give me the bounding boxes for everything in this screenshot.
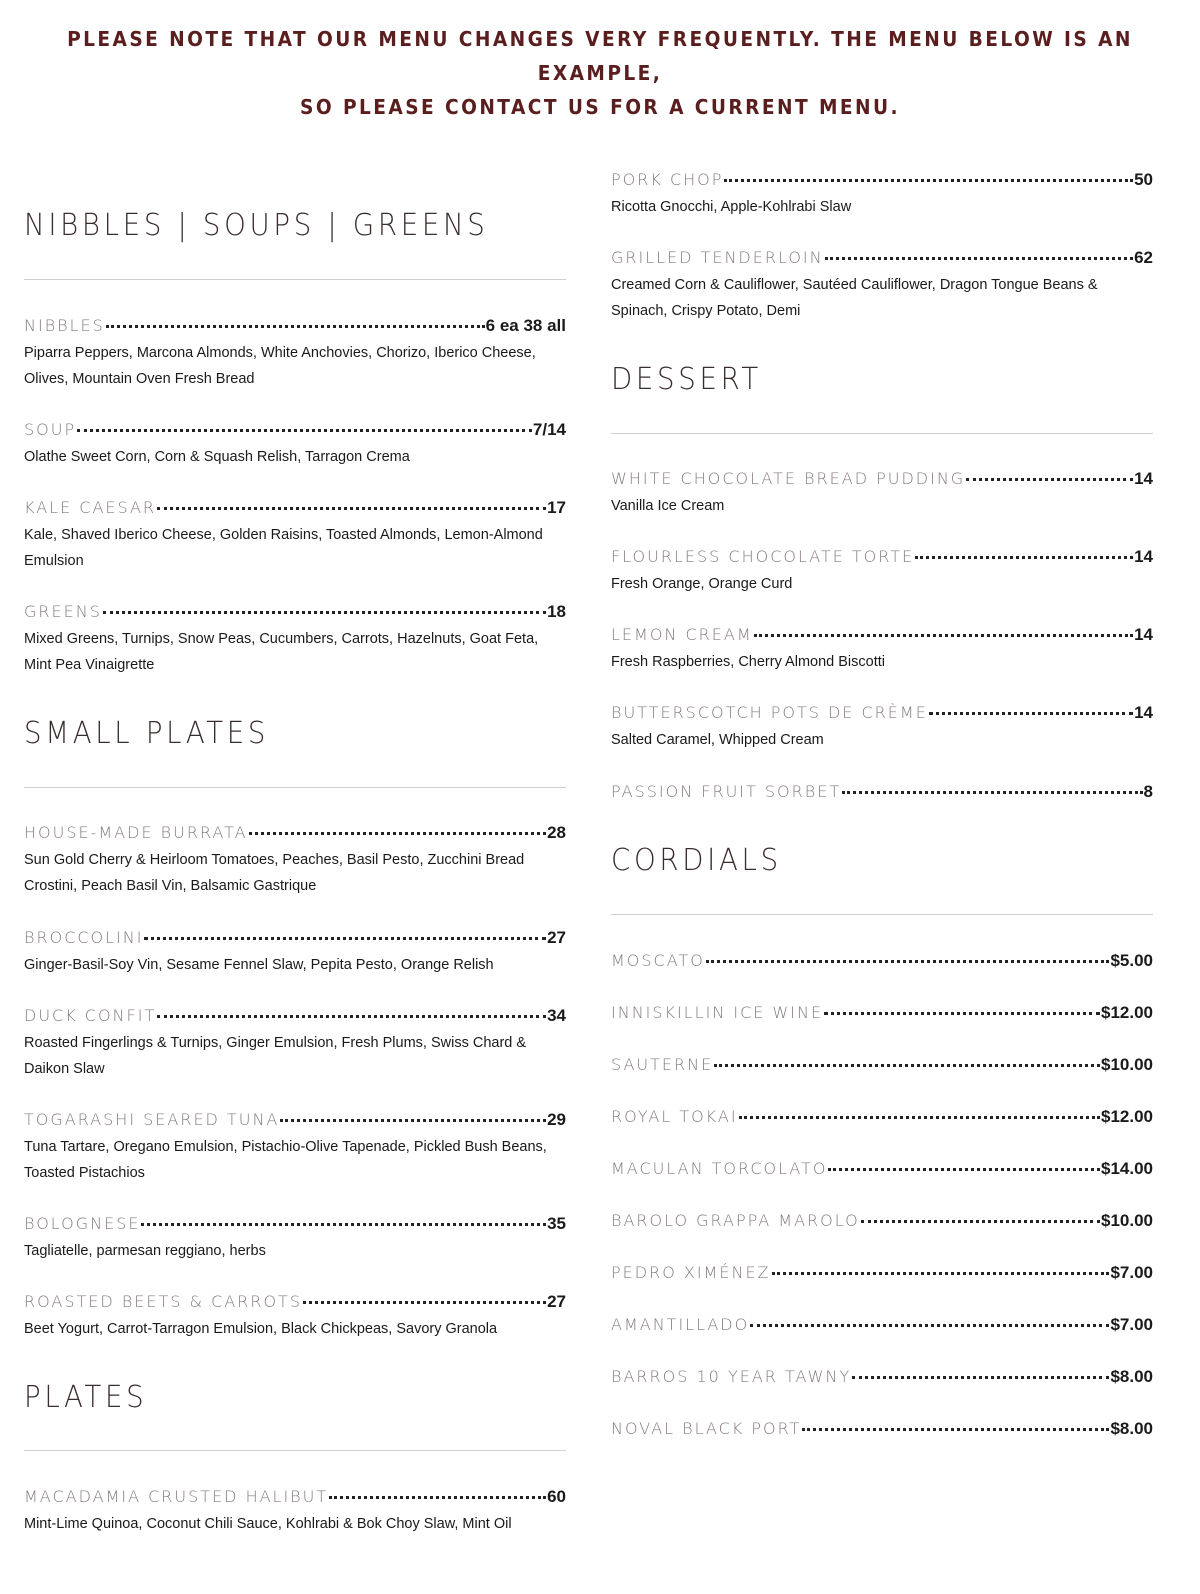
item-description: Sun Gold Cherry & Heirloom Tomatoes, Peaches, Basil Pesto, Zucchini Bread Crostini, Peach Basil Vin, Balsamic Gastrique bbox=[24, 852, 525, 894]
menu-change-notice bbox=[42, 22, 1158, 124]
dot-leader bbox=[103, 611, 546, 614]
item-price: 6 ea 38 all bbox=[485, 316, 566, 335]
item-name: HOUSE-MADE BURRATA bbox=[24, 823, 248, 842]
menu-item-roasted-beets-carrots bbox=[24, 1292, 566, 1342]
menu-item-sauterne bbox=[611, 1055, 1153, 1077]
dot-leader bbox=[329, 1496, 546, 1499]
item-name: BROCCOLINI bbox=[24, 928, 144, 947]
dot-leader bbox=[77, 429, 532, 432]
item-price: 60 bbox=[547, 1487, 566, 1506]
item-name: KALE CAESAR bbox=[24, 498, 157, 517]
dot-leader bbox=[802, 1428, 1109, 1431]
section-title-nibbles-soups-greens: NIBBLES | SOUPS | GREENS bbox=[24, 208, 489, 243]
menu-item-barolo-grappa-marolo bbox=[611, 1211, 1153, 1233]
section-divider bbox=[611, 914, 1153, 915]
dot-leader bbox=[724, 179, 1133, 182]
section-divider bbox=[611, 433, 1153, 434]
menu-item-house-made-burrata bbox=[24, 823, 566, 899]
section-divider bbox=[24, 279, 566, 280]
item-name: PORK CHOP bbox=[611, 170, 724, 189]
item-description: Tuna Tartare, Oregano Emulsion, Pistachio-Olive Tapenade, Pickled Bush Beans, Toasted Pistachios bbox=[24, 1139, 547, 1181]
item-name: GRILLED TENDERLOIN bbox=[611, 248, 824, 267]
section-title-cordials: CORDIALS bbox=[611, 843, 782, 878]
notice-line-1: PLEASE NOTE THAT OUR MENU CHANGES VERY FREQUENTLY. THE MENU BELOW IS AN EXAMPLE, bbox=[67, 27, 1133, 85]
notice-line-2: SO PLEASE CONTACT US FOR A CURRENT MENU. bbox=[300, 95, 900, 119]
item-name: NIBBLES bbox=[24, 316, 105, 335]
item-name: BARROS 10 YEAR TAWNY bbox=[611, 1367, 852, 1386]
dot-leader bbox=[750, 1324, 1109, 1327]
dot-leader bbox=[929, 712, 1133, 715]
section-title-small-plates: SMALL PLATES bbox=[24, 716, 270, 751]
item-price: $12.00 bbox=[1101, 1003, 1153, 1022]
menu-item-lemon-cream bbox=[611, 625, 1153, 675]
item-price: 14 bbox=[1134, 469, 1153, 488]
item-name: INNISKILLIN ICE WINE bbox=[611, 1003, 824, 1022]
dot-leader bbox=[303, 1301, 546, 1304]
dot-leader bbox=[828, 1168, 1100, 1171]
dot-leader bbox=[141, 1223, 546, 1226]
item-price: 50 bbox=[1134, 170, 1153, 189]
item-price: 8 bbox=[1143, 782, 1153, 801]
menu-item-kale-caesar bbox=[24, 498, 566, 574]
item-name: SOUP bbox=[24, 420, 77, 439]
item-price: 17 bbox=[547, 498, 566, 517]
menu-item-butterscotch-pots-de-creme bbox=[611, 703, 1153, 753]
item-name: GREENS bbox=[24, 602, 102, 621]
item-description: Roasted Fingerlings & Turnips, Ginger Emulsion, Fresh Plums, Swiss Chard & Daikon Slaw bbox=[24, 1035, 527, 1077]
item-price: 7/14 bbox=[532, 420, 566, 439]
menu-item-noval-black-port bbox=[611, 1419, 1153, 1441]
item-price: $7.00 bbox=[1110, 1315, 1153, 1334]
item-description: Ginger-Basil-Soy Vin, Sesame Fennel Slaw, Pepita Pesto, Orange Relish bbox=[24, 957, 494, 973]
item-name: WHITE CHOCOLATE BREAD PUDDING bbox=[611, 469, 966, 488]
item-price: 14 bbox=[1134, 703, 1153, 722]
item-description: Mixed Greens, Turnips, Snow Peas, Cucumbers, Carrots, Hazelnuts, Goat Feta, Mint Pea Vinaigrette bbox=[24, 631, 539, 673]
item-price: 27 bbox=[547, 1292, 566, 1311]
menu-item-flourless-chocolate-torte bbox=[611, 547, 1153, 597]
menu-item-duck-confit bbox=[24, 1006, 566, 1082]
dot-leader bbox=[144, 937, 546, 940]
item-price: $12.00 bbox=[1101, 1107, 1153, 1126]
item-description: Piparra Peppers, Marcona Almonds, White Anchovies, Chorizo, Iberico Cheese, Olives, Mountain Oven Fresh Bread bbox=[24, 345, 536, 387]
item-name: MACADAMIA CRUSTED HALIBUT bbox=[24, 1487, 329, 1506]
item-price: $8.00 bbox=[1110, 1419, 1153, 1438]
item-price: 29 bbox=[547, 1110, 566, 1129]
menu-item-royal-tokai bbox=[611, 1107, 1153, 1129]
item-name: BAROLO GRAPPA MAROLO bbox=[611, 1211, 860, 1230]
item-name: ROASTED BEETS & CARROTS bbox=[24, 1292, 302, 1311]
menu-item-togarashi-seared-tuna bbox=[24, 1110, 566, 1186]
item-description: Ricotta Gnocchi, Apple-Kohlrabi Slaw bbox=[611, 199, 852, 215]
item-name: TOGARASHI SEARED TUNA bbox=[24, 1110, 280, 1129]
menu-item-bolognese bbox=[24, 1214, 566, 1264]
menu-item-soup bbox=[24, 420, 566, 470]
menu-item-macadamia-crusted-halibut bbox=[24, 1487, 566, 1537]
menu-item-moscato bbox=[611, 951, 1153, 973]
menu-item-inniskillin-ice-wine bbox=[611, 1003, 1153, 1025]
dot-leader bbox=[157, 507, 546, 510]
dot-leader bbox=[824, 1012, 1100, 1015]
menu-item-maculan-torcolato bbox=[611, 1159, 1153, 1181]
item-price: $5.00 bbox=[1110, 951, 1153, 970]
item-name: MACULAN TORCOLATO bbox=[611, 1159, 828, 1178]
item-name: PEDRO XIMÉNEZ bbox=[611, 1263, 771, 1282]
dot-leader bbox=[825, 257, 1133, 260]
section-divider bbox=[24, 1450, 566, 1451]
item-price: $14.00 bbox=[1101, 1159, 1153, 1178]
item-price: 28 bbox=[547, 823, 566, 842]
menu-item-grilled-tenderloin bbox=[611, 248, 1153, 324]
item-name: PASSION FRUIT SORBET bbox=[611, 782, 842, 801]
item-description: Mint-Lime Quinoa, Coconut Chili Sauce, Kohlrabi & Bok Choy Slaw, Mint Oil bbox=[24, 1516, 512, 1532]
menu-item-white-chocolate-bread-pudding bbox=[611, 469, 1153, 519]
item-price: 14 bbox=[1134, 625, 1153, 644]
item-name: NOVAL BLACK PORT bbox=[611, 1419, 802, 1438]
section-divider bbox=[24, 787, 566, 788]
item-price: 14 bbox=[1134, 547, 1153, 566]
item-name: MOSCATO bbox=[611, 951, 705, 970]
item-description: Beet Yogurt, Carrot-Tarragon Emulsion, Black Chickpeas, Savory Granola bbox=[24, 1321, 498, 1337]
item-description: Salted Caramel, Whipped Cream bbox=[611, 732, 824, 748]
menu-item-amantillado bbox=[611, 1315, 1153, 1337]
item-description: Creamed Corn & Cauliflower, Sautéed Cauliflower, Dragon Tongue Beans & Spinach, Crispy Potato, Demi bbox=[611, 277, 1098, 319]
menu-item-greens bbox=[24, 602, 566, 678]
menu-item-nibbles bbox=[24, 316, 566, 392]
item-description: Vanilla Ice Cream bbox=[611, 498, 725, 514]
item-name: FLOURLESS CHOCOLATE TORTE bbox=[611, 547, 915, 566]
section-title-plates: PLATES bbox=[24, 1380, 148, 1415]
dot-leader bbox=[852, 1376, 1109, 1379]
dot-leader bbox=[842, 791, 1142, 794]
item-name: LEMON CREAM bbox=[611, 625, 753, 644]
item-price: $8.00 bbox=[1110, 1367, 1153, 1386]
item-price: 34 bbox=[547, 1006, 566, 1025]
menu-item-passion-fruit-sorbet bbox=[611, 782, 1153, 804]
item-description: Fresh Raspberries, Cherry Almond Biscotti bbox=[611, 654, 885, 670]
section-title-dessert: DESSERT bbox=[611, 362, 762, 397]
dot-leader bbox=[249, 832, 546, 835]
menu-item-pork-chop bbox=[611, 170, 1153, 220]
menu-item-barros-10-year-tawny bbox=[611, 1367, 1153, 1389]
dot-leader bbox=[772, 1272, 1110, 1275]
menu-item-pedro-ximenez bbox=[611, 1263, 1153, 1285]
item-name: BUTTERSCOTCH POTS DE CRÈME bbox=[611, 703, 928, 722]
dot-leader bbox=[915, 556, 1133, 559]
item-price: 62 bbox=[1134, 248, 1153, 267]
dot-leader bbox=[106, 325, 485, 328]
item-price: 35 bbox=[547, 1214, 566, 1233]
item-description: Kale, Shaved Iberico Cheese, Golden Raisins, Toasted Almonds, Lemon-Almond Emulsion bbox=[24, 527, 543, 569]
dot-leader bbox=[280, 1119, 546, 1122]
dot-leader bbox=[861, 1220, 1100, 1223]
item-description: Tagliatelle, parmesan reggiano, herbs bbox=[24, 1243, 266, 1259]
dot-leader bbox=[739, 1116, 1100, 1119]
item-description: Olathe Sweet Corn, Corn & Squash Relish, Tarragon Crema bbox=[24, 449, 410, 465]
dot-leader bbox=[966, 478, 1133, 481]
menu-item-broccolini bbox=[24, 928, 566, 978]
item-price: $7.00 bbox=[1110, 1263, 1153, 1282]
dot-leader bbox=[714, 1064, 1100, 1067]
dot-leader bbox=[706, 960, 1110, 963]
item-name: AMANTILLADO bbox=[611, 1315, 750, 1334]
item-description: Fresh Orange, Orange Curd bbox=[611, 576, 793, 592]
item-name: SAUTERNE bbox=[611, 1055, 714, 1074]
item-price: $10.00 bbox=[1101, 1055, 1153, 1074]
dot-leader bbox=[157, 1015, 546, 1018]
item-price: 18 bbox=[547, 602, 566, 621]
item-price: 27 bbox=[547, 928, 566, 947]
item-name: BOLOGNESE bbox=[24, 1214, 141, 1233]
item-price: $10.00 bbox=[1101, 1211, 1153, 1230]
dot-leader bbox=[754, 634, 1133, 637]
item-name: ROYAL TOKAI bbox=[611, 1107, 738, 1126]
item-name: DUCK CONFIT bbox=[24, 1006, 157, 1025]
